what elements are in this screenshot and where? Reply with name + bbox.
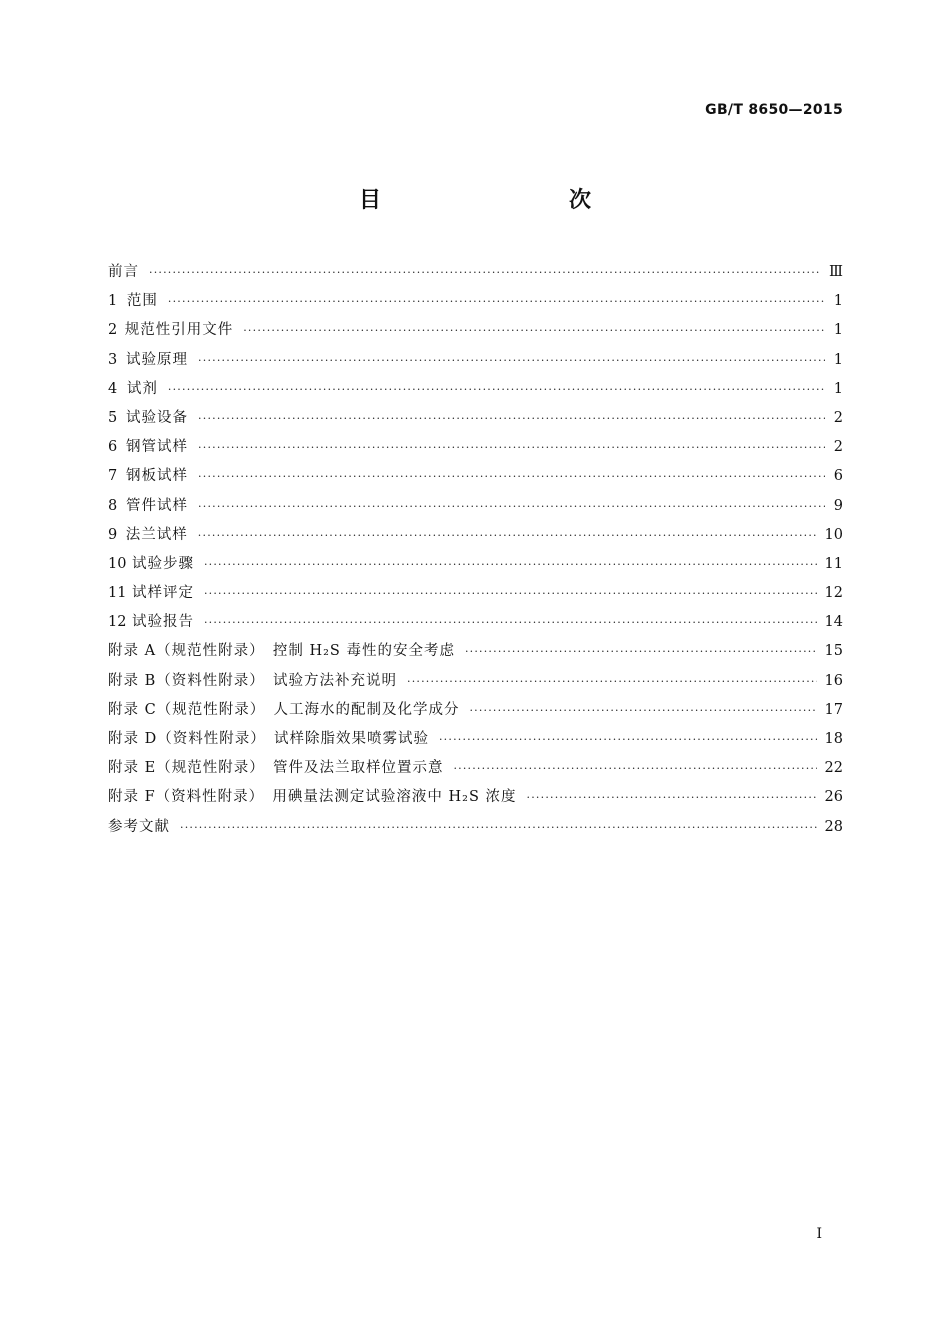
toc-entry[interactable] [108,316,843,345]
toc-entry-number: 12 [108,614,127,631]
toc-entry[interactable] [108,696,843,725]
toc-entry-page: 18 [824,731,843,747]
toc-entry-label: 附录 C（规范性附录） 人工海水的配制及化学成分 [108,701,460,718]
toc-dot-leader [198,521,817,550]
toc-dot-leader [149,258,821,287]
toc-entry-page: 26 [824,789,843,806]
toc-entry-label: 钢板试样 [126,468,189,485]
toc-entry-page: 15 [824,643,843,660]
toc-dot-leader [198,492,825,521]
toc-dot-leader [469,696,816,725]
toc-entry[interactable] [108,608,843,637]
toc-entry-label: 管件试样 [126,497,189,514]
table-of-contents [108,258,843,842]
toc-dot-leader [407,667,817,696]
toc-entry-page: 12 [824,585,843,602]
toc-entry-page: 14 [824,614,843,631]
toc-entry-label: 附录 A（规范性附录） 控制 H₂S 毒性的安全考虑 [108,643,455,660]
toc-entry-number: 5 [108,409,118,426]
toc-entry-number: 7 [108,468,118,485]
toc-entry-page: 2 [833,439,843,456]
toc-entry[interactable] [108,725,843,754]
toc-entry-label: 附录 B（资料性附录） 试验方法补充说明 [108,672,398,689]
toc-entry-page: 1 [833,293,843,310]
toc-entry-number: 3 [108,351,118,368]
toc-dot-leader [198,346,825,375]
toc-entry-label: 范围 [126,293,158,310]
toc-entry-label: 法兰试样 [125,526,188,543]
toc-entry-page: 1 [833,351,843,368]
toc-entry[interactable] [108,754,843,783]
toc-entry-label: 参考文献 [108,818,170,835]
page-number: Ⅰ [816,1226,822,1242]
toc-entry-page: 10 [824,526,843,543]
toc-dot-leader [204,550,817,579]
toc-dot-leader [465,637,817,666]
toc-entry-label: 试验原理 [126,351,189,368]
toc-entry-label: 试验报告 [131,614,194,631]
toc-entry-number: 4 [108,380,118,397]
toc-entry[interactable] [108,813,843,842]
standard-code: GB/T 8650—2015 [705,102,843,118]
toc-dot-leader [204,579,817,608]
toc-dot-leader [168,287,825,316]
toc-dot-leader [168,375,825,404]
toc-entry-page: 22 [824,760,843,777]
toc-entry-label: 附录 D（资料性附录） 试样除脂效果喷雾试验 [108,731,429,747]
toc-entry[interactable] [108,346,843,375]
toc-entry-number: 8 [108,497,118,514]
toc-dot-leader [198,404,825,433]
toc-entry[interactable] [108,433,843,462]
toc-entry-label: 规范性引用文件 [124,322,234,339]
toc-dot-leader [198,462,825,491]
toc-entry-page: 11 [824,555,843,572]
toc-entry-page: 16 [824,672,843,689]
toc-entry-page: 2 [833,409,843,426]
toc-entry-label: 附录 E（规范性附录） 管件及法兰取样位置示意 [108,760,444,777]
toc-entry[interactable] [108,375,843,404]
toc-entry-page: 9 [833,497,843,514]
toc-dot-leader [198,433,825,462]
toc-entry-number: 1 [108,293,118,310]
toc-entry-label: 试验步骤 [131,555,194,572]
toc-dot-leader [180,813,817,842]
toc-entry[interactable] [108,667,843,696]
toc-entry-page: 1 [833,322,843,339]
toc-dot-leader [243,316,825,345]
page-title: 目 次 [358,188,639,213]
toc-entry-label: 前言 [108,264,139,280]
toc-entry-label: 试剂 [126,380,158,397]
toc-entry-number: 11 [108,585,127,602]
toc-entry[interactable] [108,550,843,579]
toc-entry-number: 2 [108,322,118,339]
toc-entry-label: 附录 F（资料性附录） 用碘量法测定试验溶液中 H₂S 浓度 [108,789,517,806]
toc-dot-leader [204,608,817,637]
toc-entry-page: 28 [824,818,843,835]
toc-dot-leader [527,783,817,812]
toc-entry-label: 钢管试样 [126,439,189,456]
toc-entry[interactable] [108,287,843,316]
toc-entry-number: 9 [108,526,118,543]
toc-entry-page: 17 [824,701,843,718]
toc-entry[interactable] [108,462,843,491]
toc-entry-number: 6 [108,439,118,456]
toc-entry-label: 试验设备 [126,409,189,426]
toc-entry[interactable] [108,258,843,287]
toc-entry-page: Ⅲ [829,264,843,280]
toc-dot-leader [453,754,816,783]
toc-entry-page: 1 [833,380,843,397]
toc-entry[interactable] [108,492,843,521]
toc-entry[interactable] [108,783,843,812]
toc-entry[interactable] [108,521,843,550]
toc-entry[interactable] [108,404,843,433]
toc-entry-label: 试样评定 [131,585,194,602]
toc-entry[interactable] [108,579,843,608]
toc-entry-page: 6 [833,468,843,485]
toc-entry[interactable] [108,637,843,666]
toc-dot-leader [439,725,817,754]
toc-entry-number: 10 [108,555,127,572]
